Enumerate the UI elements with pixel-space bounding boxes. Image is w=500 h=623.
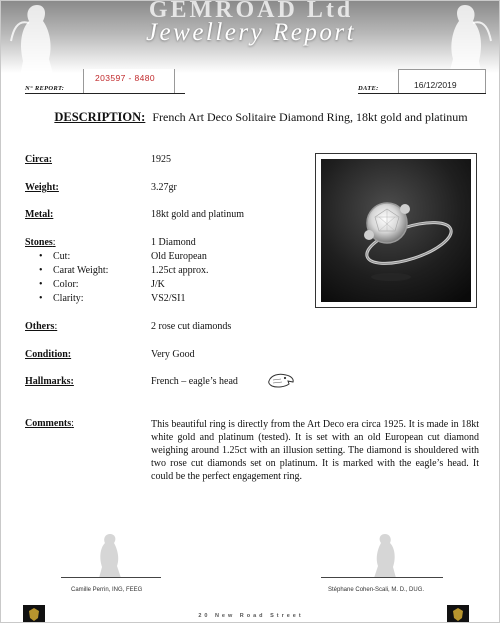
- condition-value: Very Good: [151, 349, 195, 360]
- footer-address: 20 New Road Street: [198, 613, 304, 619]
- comments-text: This beautiful ring is directly from the Art Deco era circa 1925. It is made in 18kt white gold and platinum (tested). It is set with an old European cut diamond weighing around 1.25ct with an illusion setting. The diamond is shouldered with two rose cut diamonds set on platinum. It is marked with the eagle’s head. It could be the perfect engagement ring.: [151, 419, 479, 482]
- clarity-label: • Clarity:: [39, 293, 84, 304]
- others-value: 2 rose cut diamonds: [151, 321, 232, 332]
- comments-label-text: Comments: [25, 418, 72, 429]
- header-banner: [1, 1, 500, 73]
- date-label: DATE:: [358, 85, 379, 92]
- cut-value: Old European: [151, 251, 207, 262]
- circa-value: 1925: [151, 154, 171, 165]
- report-date: 16/12/2019: [414, 80, 457, 90]
- clarity-value: VS2/SI1: [151, 293, 186, 304]
- signature-right: Stéphane Cohen-Scali, M. D., DUG.: [328, 587, 425, 593]
- description-text: French Art Deco Solitaire Diamond Ring, 18kt gold and platinum: [152, 110, 468, 124]
- stones-value: 1 Diamond: [151, 237, 196, 248]
- report-number-label: N° REPORT:: [25, 85, 65, 92]
- report-number: 203597 - 8480: [95, 73, 156, 83]
- comments-label: Comments:: [25, 418, 74, 429]
- report-number-rule: [25, 93, 185, 94]
- clarity-label-text: Clarity:: [53, 293, 84, 304]
- carat-value: 1.25ct approx.: [151, 265, 209, 276]
- description: [41, 109, 481, 125]
- carat-label: • Carat Weight:: [39, 265, 109, 276]
- sculpture-figure-icon: [92, 532, 128, 578]
- cut-label-text: Cut:: [53, 251, 71, 262]
- sculpture-figure-icon: [367, 532, 403, 578]
- color-value: J/K: [151, 279, 165, 290]
- color-label-text: Color:: [53, 279, 79, 290]
- stones-label-text: Stones: [25, 237, 53, 248]
- crest-icon: [447, 605, 469, 623]
- date-rule: [358, 93, 486, 94]
- cut-label: • Cut:: [39, 251, 71, 262]
- carat-label-text: Carat Weight:: [53, 265, 109, 276]
- ring-photo: [321, 159, 471, 302]
- signature-line-right: [321, 577, 443, 578]
- brand-name: GEMROAD Ltd: [148, 0, 354, 23]
- signature-line-left: [61, 577, 161, 578]
- hallmarks-label: Hallmarks:: [25, 376, 74, 387]
- others-label-text: Others: [25, 321, 55, 332]
- report-title: Jewellery Report: [145, 19, 357, 46]
- stones-label: Stones:: [25, 237, 56, 248]
- weight-value: 3.27gr: [151, 182, 177, 193]
- others-label: Others:: [25, 321, 58, 332]
- condition-label: Condition:: [25, 349, 72, 360]
- color-label: • Color:: [39, 279, 79, 290]
- eagle-head-icon: [267, 372, 295, 389]
- metal-value: 18kt gold and platinum: [151, 209, 245, 220]
- metal-label: Metal:: [25, 209, 54, 220]
- circa-label: Circa:: [25, 154, 53, 165]
- signature-left: Camille Perrin, ING, FEEG: [71, 587, 143, 593]
- description-heading: DESCRIPTION:: [54, 110, 146, 124]
- hallmarks-value: French – eagle’s head: [151, 376, 238, 387]
- weight-label: Weight:: [25, 182, 59, 193]
